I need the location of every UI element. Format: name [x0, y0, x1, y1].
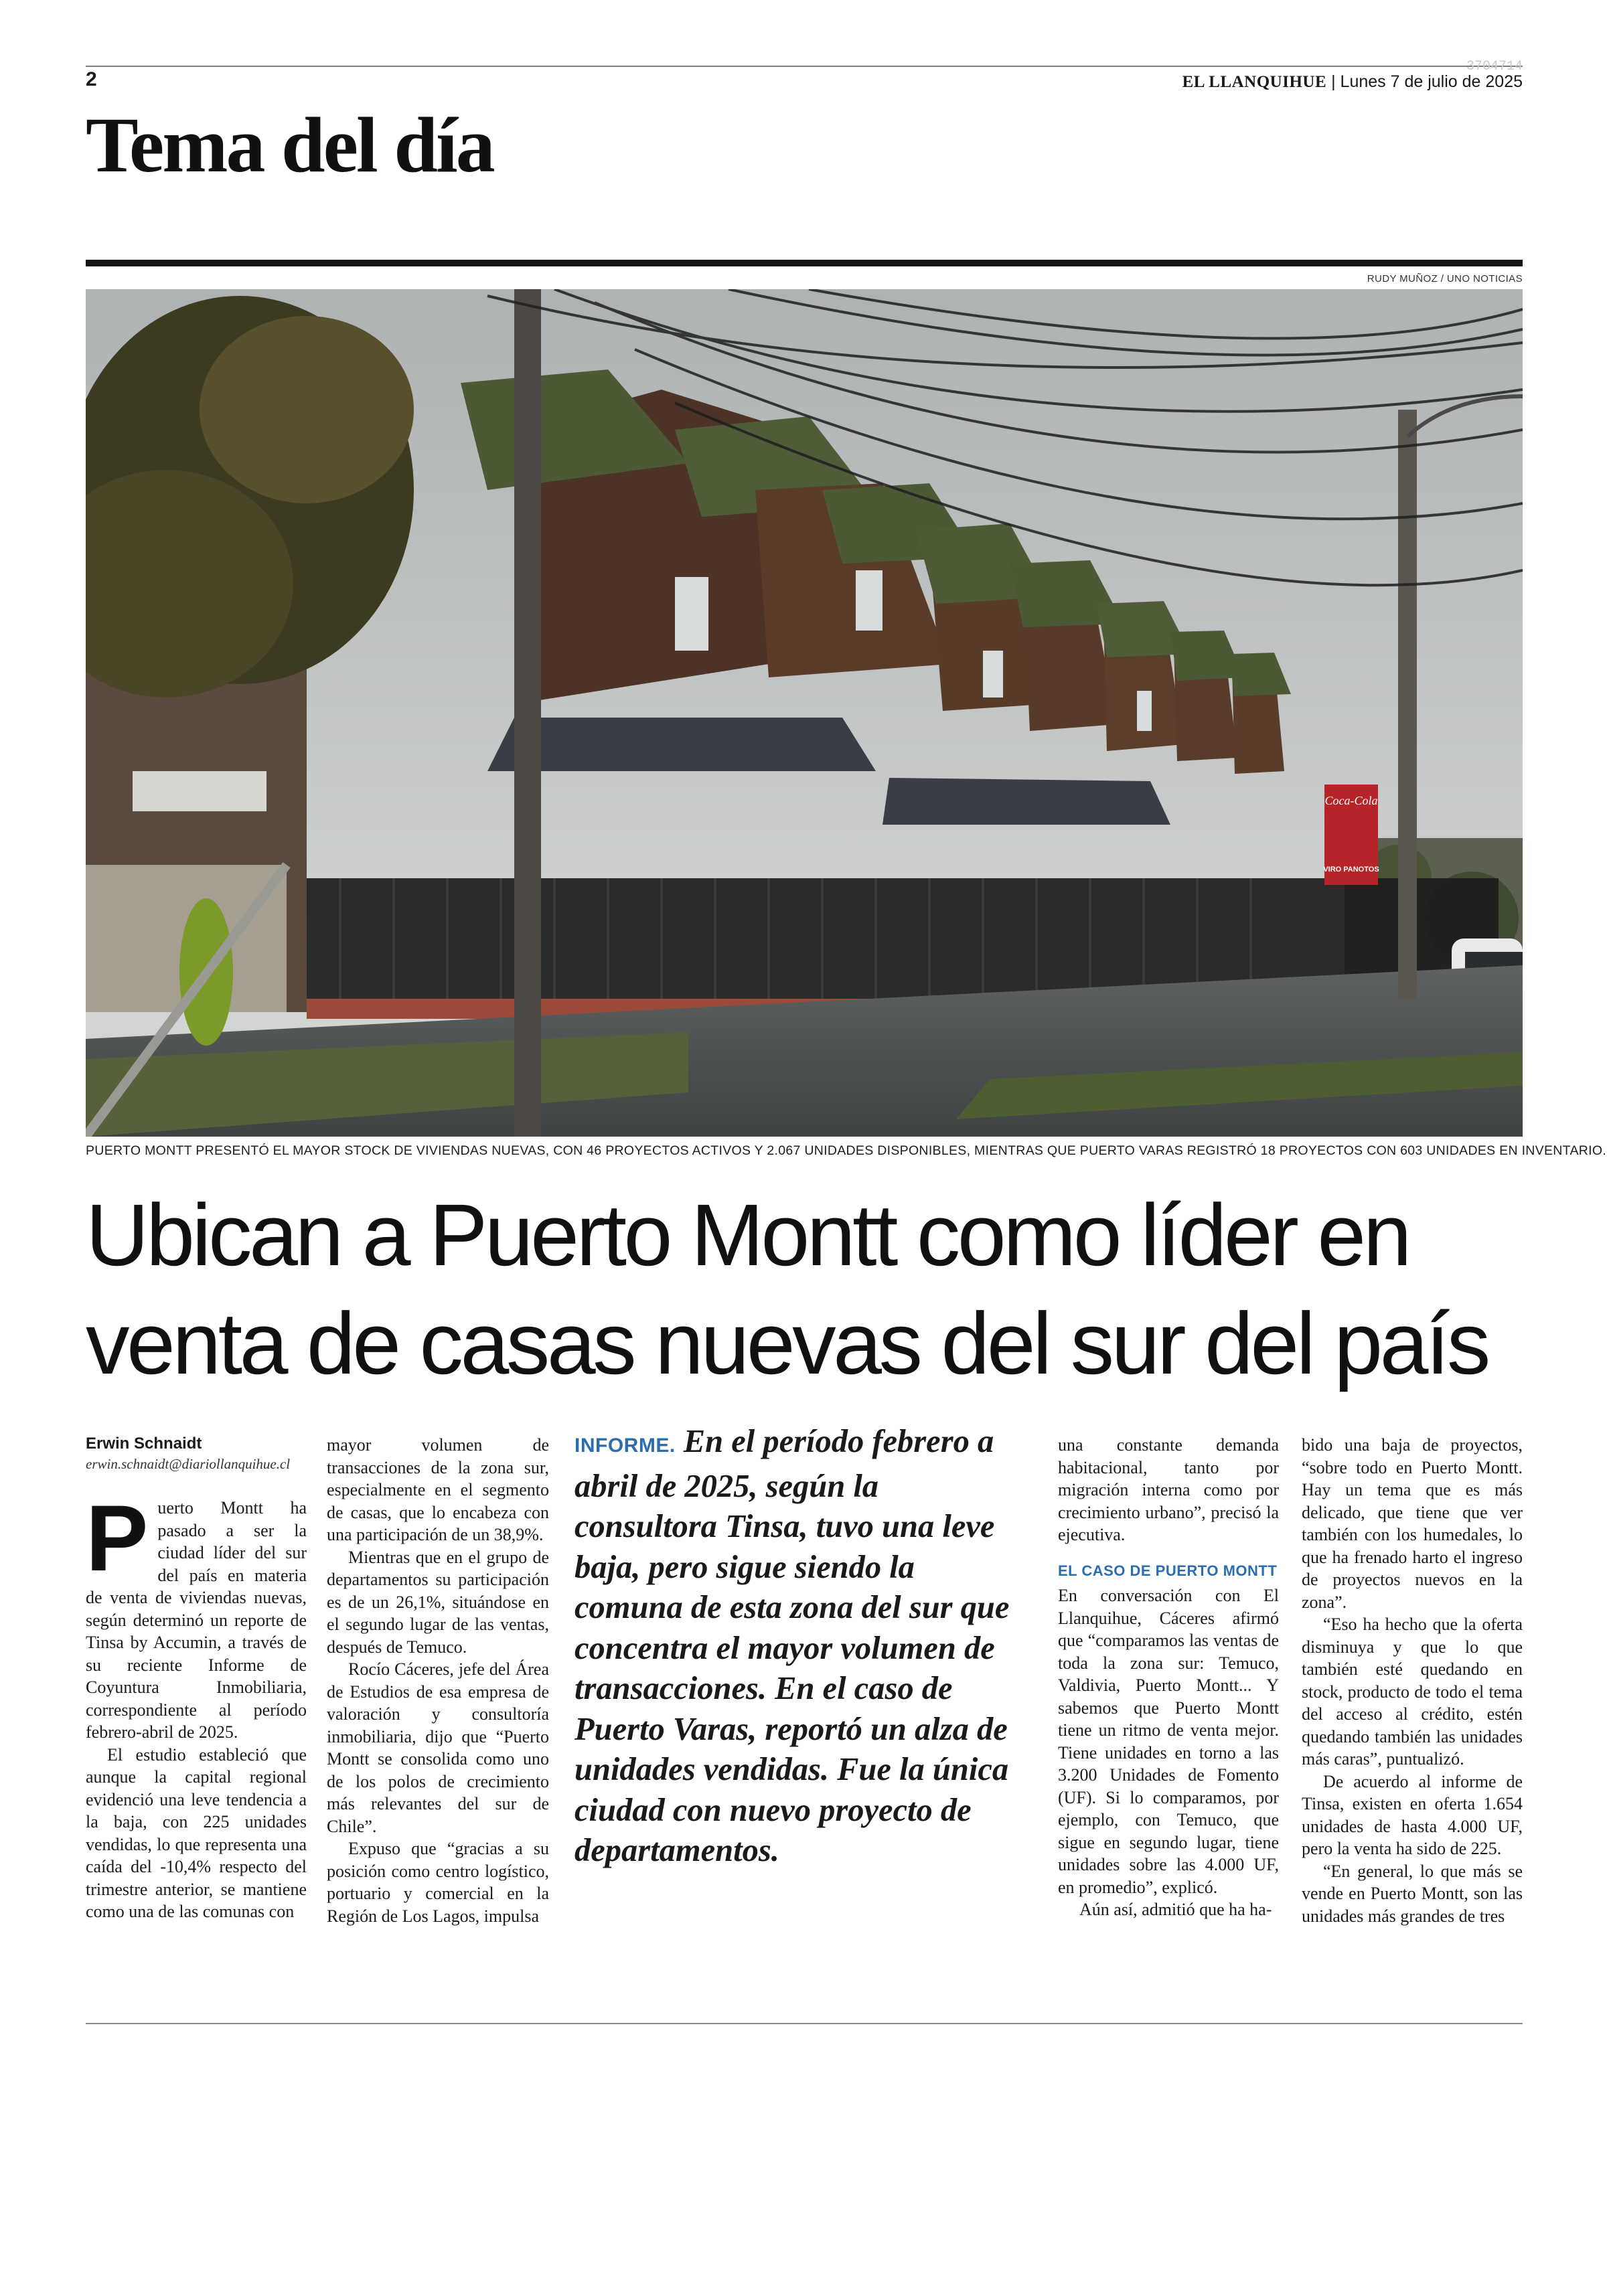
page-number: 2 — [86, 68, 97, 90]
photo-credit: RUDY MUÑOZ / UNO NOTICIAS — [1367, 273, 1523, 284]
drop-cap: P — [86, 1485, 149, 1590]
section-rule — [86, 260, 1523, 266]
article-column-1 — [86, 1434, 307, 1923]
body-paragraph: bido una baja de proyectos, “sobre todo en Puerto Montt. Hay un tema que es más delicado, que tiene que ver también con los humedales, lo que ha frenado harto el ingreso de proyectos nuevos en la zona”. — [1302, 1435, 1523, 1612]
article-subhead: EL CASO DE PUERTO MONTT — [1058, 1562, 1278, 1579]
sign-store-text: VIRO PANOTOS — [1323, 866, 1379, 874]
body-paragraph: “Eso ha hecho que la oferta disminuya y que lo que también esté quedando en stock, producto de todo el tema del acceso al crédito, estén quedando también las unidades más caras”, puntualizó. — [1302, 1615, 1523, 1769]
section-title: Tema del día — [86, 101, 493, 189]
top-rule — [86, 66, 1523, 67]
body-paragraph: “En general, lo que más se vende en Puerto Montt, son las unidades más grandes de tres — [1302, 1861, 1523, 1926]
body-paragraph: El estudio estableció que aunque la capital regional evidenció una leve tendencia a la baja, con 225 unidades vendidas, lo que representa una caída del -10,4% respecto del trimestre anterior, se mantiene como una de las comunas con — [86, 1744, 307, 1921]
lead-photo — [86, 289, 1523, 1137]
headline-line-2: venta de casas nuevas del sur del país — [86, 1294, 1488, 1392]
article-column-2 — [327, 1434, 549, 1927]
body-paragraph: Expuso que “gracias a su posición como centro logístico, portuario y comercial en la Región de Los Lagos, impulsa — [327, 1839, 549, 1926]
article-column-5 — [1302, 1434, 1523, 1927]
utility-pole-left — [514, 289, 541, 1137]
lead-paragraph-text: uerto Montt ha pasado a ser la ciudad líder del sur del país en materia de venta de viviendas nuevas, según determinó un reporte de Tinsa by Accumin, a través de su reciente Informe de Coyuntura Inmobiliaria, correspondiente al período febrero-abril de 2025. — [86, 1498, 307, 1742]
author-name: Erwin Schnaidt — [86, 1434, 202, 1453]
issue-date: Lunes 7 de julio de 2025 — [1340, 72, 1523, 91]
publication-name: EL LLANQUIHUE — [1182, 73, 1327, 91]
running-head-separator: | — [1326, 72, 1341, 91]
watermark: 3704714 — [1466, 59, 1523, 74]
author-email: erwin.schnaidt@diariollanquihue.cl — [86, 1456, 291, 1472]
article-deck — [575, 1422, 1020, 1872]
body-paragraph: En conversación con El Llanquihue, Cáceres afirmó que “comparamos las ventas de toda la zona sur: Temuco, Valdivia, Puerto Montt... Y sabemos que Puerto Montt tiene un ritmo de venta mejor. Tiene unidades en torno a las 3.200 Unidades de Fomento (UF). Si lo comparamos, por ejemplo, con Temuco, que sigue en segundo lugar, tiene unidades sobre las 4.000 UF, en promedio”, explicó. — [1058, 1586, 1279, 1897]
body-paragraph: Mientras que en el grupo de departamentos su participación es de un 26,1%, situándose en el segundo lugar de las ventas, después de Temuco. — [327, 1547, 549, 1657]
lead-paragraph — [86, 1485, 307, 1744]
body-paragraph: De acuerdo al informe de Tinsa, existen en oferta 1.654 unidades de hasta 4.000 UF, pero la venta ha sido de 225. — [1302, 1771, 1523, 1858]
body-paragraph: mayor volumen de transacciones de la zona sur, especialmente en el segmento de casas, que lo encabeza con una participación de un 38,9%. — [327, 1435, 549, 1544]
utility-pole-right — [1398, 410, 1417, 999]
sign-brand-text: Coca-Cola — [1324, 794, 1378, 807]
running-head — [1182, 72, 1523, 92]
bottom-rule — [86, 2023, 1523, 2024]
body-paragraph: Aún así, admitió que ha ha- — [1079, 1900, 1272, 1919]
body-paragraph: una constante demanda habitacional, tanto por migración interna como por crecimiento urbano”, precisó la ejecutiva. — [1058, 1435, 1279, 1544]
deck-label: INFORME. — [575, 1434, 676, 1457]
article-column-4 — [1058, 1434, 1279, 1921]
photo-caption: PUERTO MONTT PRESENTÓ EL MAYOR STOCK DE VIVIENDAS NUEVAS, CON 46 PROYECTOS ACTIVOS Y 2.067 UNIDADES DISPONIBLES, MIENTRAS QUE PUERTO VARAS REGISTRÓ 18 PROYECTOS CON 603 UNIDADES EN INVENTARIO. — [86, 1143, 1607, 1158]
lead-photo-illustration — [86, 289, 1523, 1137]
headline-line-1: Ubican a Puerto Montt como líder en — [86, 1185, 1409, 1284]
deck-text: En el período febrero a abril de 2025, según la consultora Tinsa, tuvo una leve baja, pero sigue siendo la comuna de esta zona del sur que concentra el mayor volumen de transacciones. En el caso de Puerto Varas, reportó un alza de unidades vendidas. Fue la única ciudad con nuevo proyecto de departamentos. — [575, 1424, 1010, 1868]
article-headline — [86, 1181, 1523, 1398]
body-paragraph: Rocío Cáceres, jefe del Área de Estudios de esa empresa de valoración y consultoría inmobiliaria, dijo que “Puerto Montt se consolida como uno de los polos de crecimiento más relevantes del sur de Chile”. — [327, 1659, 549, 1836]
